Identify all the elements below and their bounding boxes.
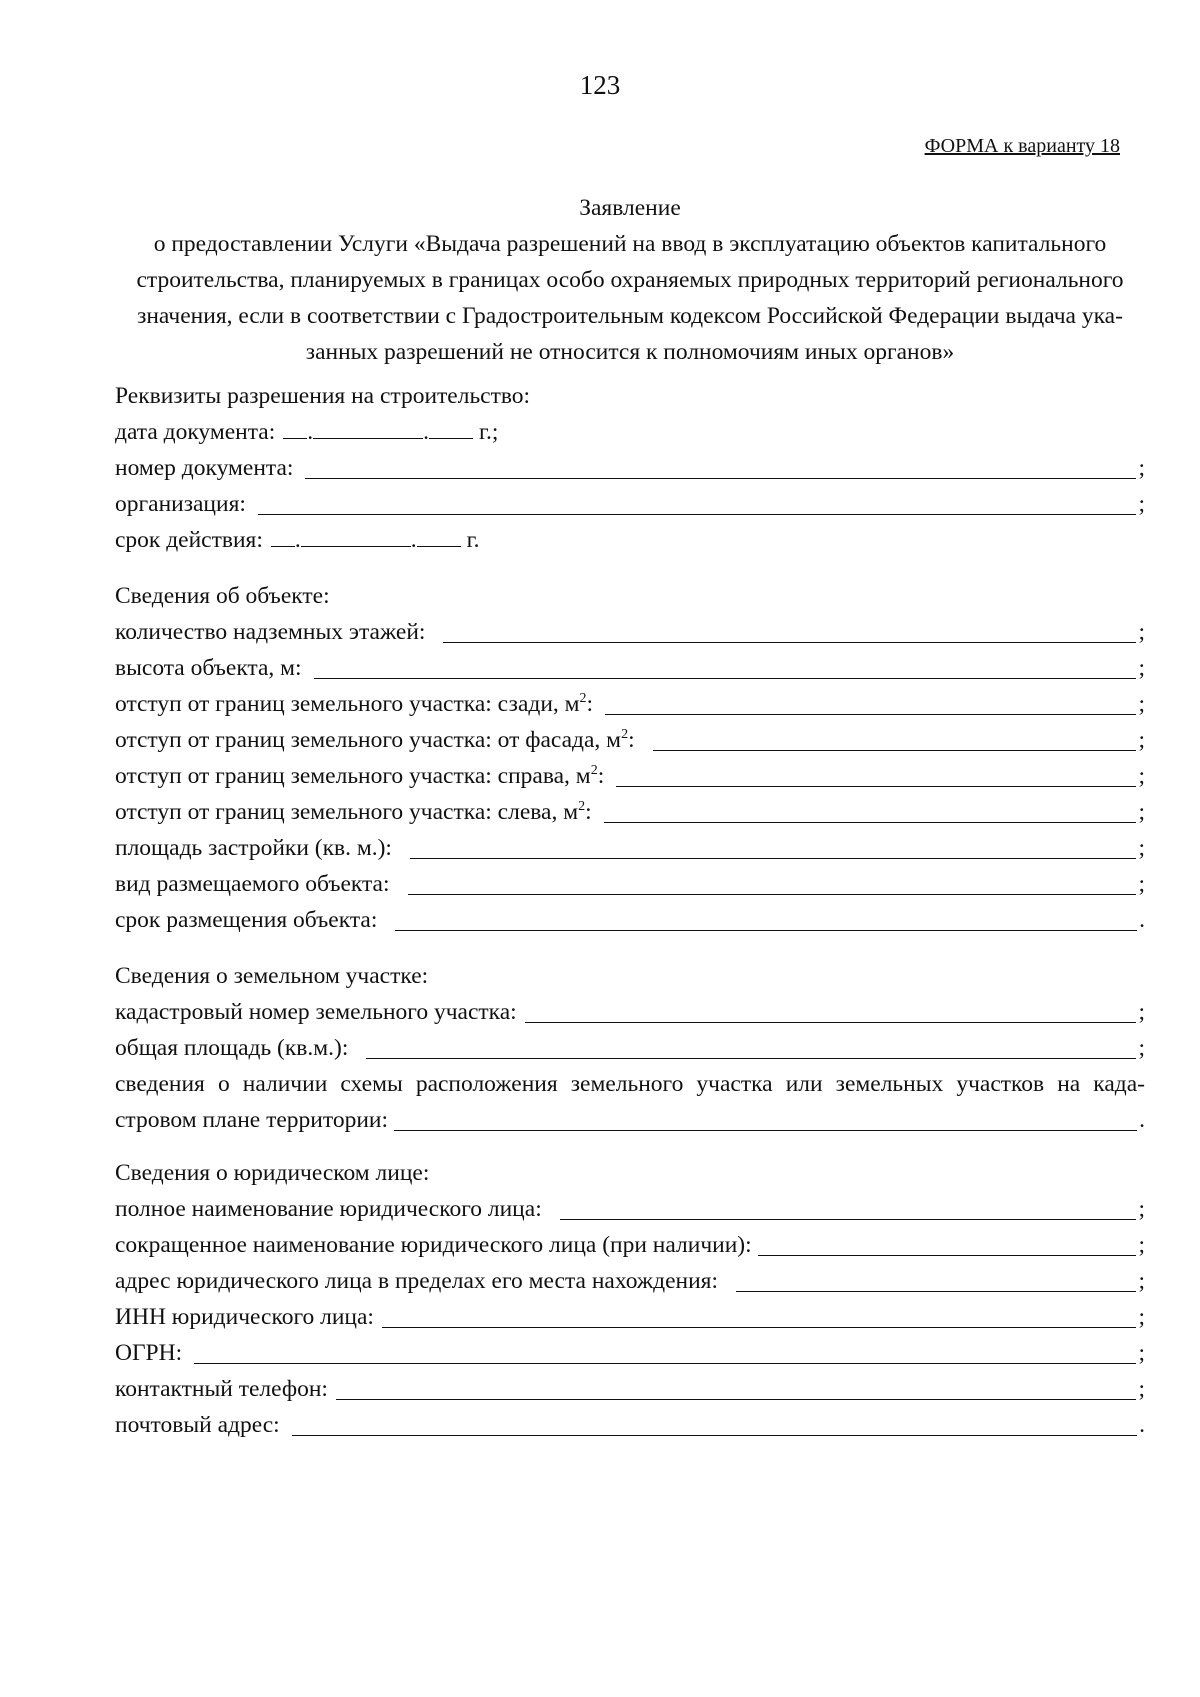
field-label: срок действия: — [115, 527, 263, 553]
scheme-text: сведения о наличии схемы расположения земельного участка или земельных участков на када- — [115, 1071, 1145, 1097]
left-setback-row — [115, 794, 1145, 830]
cadastral-row — [115, 994, 1145, 1030]
front-setback-field[interactable] — [653, 724, 1137, 751]
field-label: количество надземных этажей: — [115, 619, 426, 645]
permit-section — [115, 378, 1145, 558]
short-name-row — [115, 1227, 1145, 1263]
field-label: ОГРН: — [115, 1340, 183, 1366]
row-end: ; — [1138, 727, 1145, 753]
floors-field[interactable] — [443, 616, 1136, 643]
scheme-field[interactable] — [394, 1104, 1137, 1131]
term-field[interactable] — [395, 904, 1137, 931]
colon: : — [585, 799, 592, 825]
field-label — [115, 686, 593, 722]
field-label: почтовый адрес: — [115, 1412, 280, 1438]
row-end: ; — [1138, 871, 1145, 897]
full-name-row — [115, 1191, 1145, 1227]
cadastral-field[interactable] — [525, 996, 1137, 1023]
document-title — [115, 190, 1145, 370]
date-row — [115, 414, 1145, 450]
label-text: отступ от границ земельного участка: слева, м — [115, 799, 579, 825]
number-row — [115, 450, 1145, 486]
section-heading: Реквизиты разрешения на строительство: — [115, 383, 531, 409]
row-end: ; — [1138, 655, 1145, 681]
year-blank[interactable] — [429, 414, 473, 439]
right-setback-field[interactable] — [616, 760, 1136, 787]
address-field[interactable] — [736, 1265, 1136, 1292]
row-end: . — [1139, 1107, 1145, 1133]
row-end: ; — [1138, 1035, 1145, 1061]
rear-setback-row — [115, 686, 1145, 722]
day-blank[interactable] — [271, 522, 295, 547]
row-end: ; — [1138, 455, 1145, 481]
row-end: ; — [1138, 1304, 1145, 1330]
kind-field[interactable] — [408, 868, 1137, 895]
field-label — [115, 794, 592, 830]
dot: . — [294, 527, 301, 553]
ogrn-row — [115, 1335, 1145, 1371]
field-label: организация: — [115, 491, 246, 517]
inn-field[interactable] — [382, 1301, 1137, 1328]
day-blank[interactable] — [283, 414, 307, 439]
superscript: 2 — [621, 727, 629, 743]
land-section — [115, 958, 1145, 1138]
title-line: значения, если в соответствии с Градостроительным кодексом Российской Федерации выдача ука- — [137, 303, 1123, 329]
full-name-field[interactable] — [560, 1193, 1137, 1220]
section-heading: Сведения об объекте: — [115, 583, 330, 609]
field-label — [115, 722, 635, 758]
superscript: 2 — [579, 691, 587, 707]
field-label: кадастровый номер земельного участка: — [115, 999, 517, 1025]
row-end: ; — [1138, 799, 1145, 825]
total-area-row — [115, 1030, 1145, 1066]
object-section — [115, 578, 1145, 938]
front-setback-row — [115, 722, 1145, 758]
row-end: ; — [1138, 1196, 1145, 1222]
field-label: ИНН юридического лица: — [115, 1304, 374, 1330]
field-label: сокращенное наименование юридического лица (при наличии): — [115, 1232, 752, 1258]
title-line: строительства, планируемых в границах особо охраняемых природных территорий регионального — [136, 267, 1124, 293]
field-label: стровом плане территории: — [115, 1107, 389, 1133]
ogrn-field[interactable] — [194, 1337, 1136, 1364]
title-line: о предоставлении Услуги «Выдача разрешений на ввод в эксплуатацию объектов капитального — [153, 231, 1107, 257]
phone-field[interactable] — [336, 1373, 1137, 1400]
term-row — [115, 902, 1145, 938]
left-setback-field[interactable] — [604, 796, 1137, 823]
address-row — [115, 1263, 1145, 1299]
title-line: Заявление — [579, 195, 681, 221]
field-label: общая площадь (кв.м.): — [115, 1035, 349, 1061]
dot: . — [307, 419, 314, 445]
row-end: ; — [1138, 691, 1145, 717]
height-row — [115, 650, 1145, 686]
page-number: 123 — [579, 70, 621, 100]
row-end: ; — [1138, 491, 1145, 517]
field-label: дата документа: — [115, 419, 276, 445]
month-blank[interactable] — [313, 414, 423, 439]
year-blank[interactable] — [417, 522, 461, 547]
phone-row — [115, 1371, 1145, 1407]
field-label: контактный телефон: — [115, 1376, 328, 1402]
section-heading: Сведения о юридическом лице: — [115, 1160, 430, 1186]
short-name-field[interactable] — [758, 1229, 1137, 1256]
month-blank[interactable] — [301, 522, 411, 547]
dot: . — [410, 527, 417, 553]
floors-row — [115, 614, 1145, 650]
year-suffix: г.; — [479, 419, 499, 445]
row-end: ; — [1138, 1376, 1145, 1402]
colon: : — [628, 727, 635, 753]
row-end: ; — [1138, 835, 1145, 861]
area-field[interactable] — [410, 832, 1137, 859]
number-field[interactable] — [305, 452, 1136, 479]
field-label — [115, 758, 604, 794]
field-label: полное наименование юридического лица: — [115, 1196, 542, 1222]
colon: : — [597, 763, 605, 789]
row-end: ; — [1138, 763, 1145, 789]
right-setback-row — [115, 758, 1145, 794]
title-line: занных разрешений не относится к полномочиям иных органов» — [305, 339, 955, 365]
kind-row — [115, 866, 1145, 902]
field-label: вид размещаемого объекта: — [115, 871, 390, 897]
field-label: срок размещения объекта: — [115, 907, 378, 933]
colon: : — [586, 691, 594, 717]
field-label: номер документа: — [115, 455, 294, 481]
year-suffix: г. — [466, 527, 480, 553]
superscript: 2 — [578, 799, 586, 815]
org-row — [115, 486, 1145, 522]
postal-field[interactable] — [292, 1409, 1137, 1436]
validity-row — [115, 522, 1145, 558]
label-text: отступ от границ земельного участка: от фасада, м — [115, 727, 622, 753]
label-text: отступ от границ земельного участка: сзади, м — [115, 691, 580, 717]
scheme-row — [115, 1102, 1145, 1138]
field-label: высота объекта, м: — [115, 655, 302, 681]
section-heading: Сведения о земельном участке: — [115, 963, 429, 989]
area-row — [115, 830, 1145, 866]
row-end: ; — [1138, 619, 1145, 645]
row-end: ; — [1138, 1232, 1145, 1258]
entity-section — [115, 1155, 1145, 1443]
row-end: ; — [1138, 1268, 1145, 1294]
row-end: . — [1139, 907, 1145, 933]
height-field[interactable] — [314, 652, 1137, 679]
inn-row — [115, 1299, 1145, 1335]
rear-setback-field[interactable] — [605, 688, 1136, 715]
postal-row — [115, 1407, 1145, 1443]
form-reference: ФОРМА к варианту 18 — [924, 135, 1120, 157]
row-end: . — [1139, 1412, 1145, 1438]
superscript: 2 — [590, 763, 598, 779]
org-field[interactable] — [258, 488, 1137, 515]
row-end: ; — [1138, 999, 1145, 1025]
row-end: ; — [1138, 1340, 1145, 1366]
label-text: отступ от границ земельного участка: справа, м — [115, 763, 591, 789]
field-label: площадь застройки (кв. м.): — [115, 835, 392, 861]
total-area-field[interactable] — [366, 1032, 1136, 1059]
dot: . — [423, 419, 430, 445]
field-label: адрес юридического лица в пределах его места нахождения: — [115, 1268, 718, 1294]
